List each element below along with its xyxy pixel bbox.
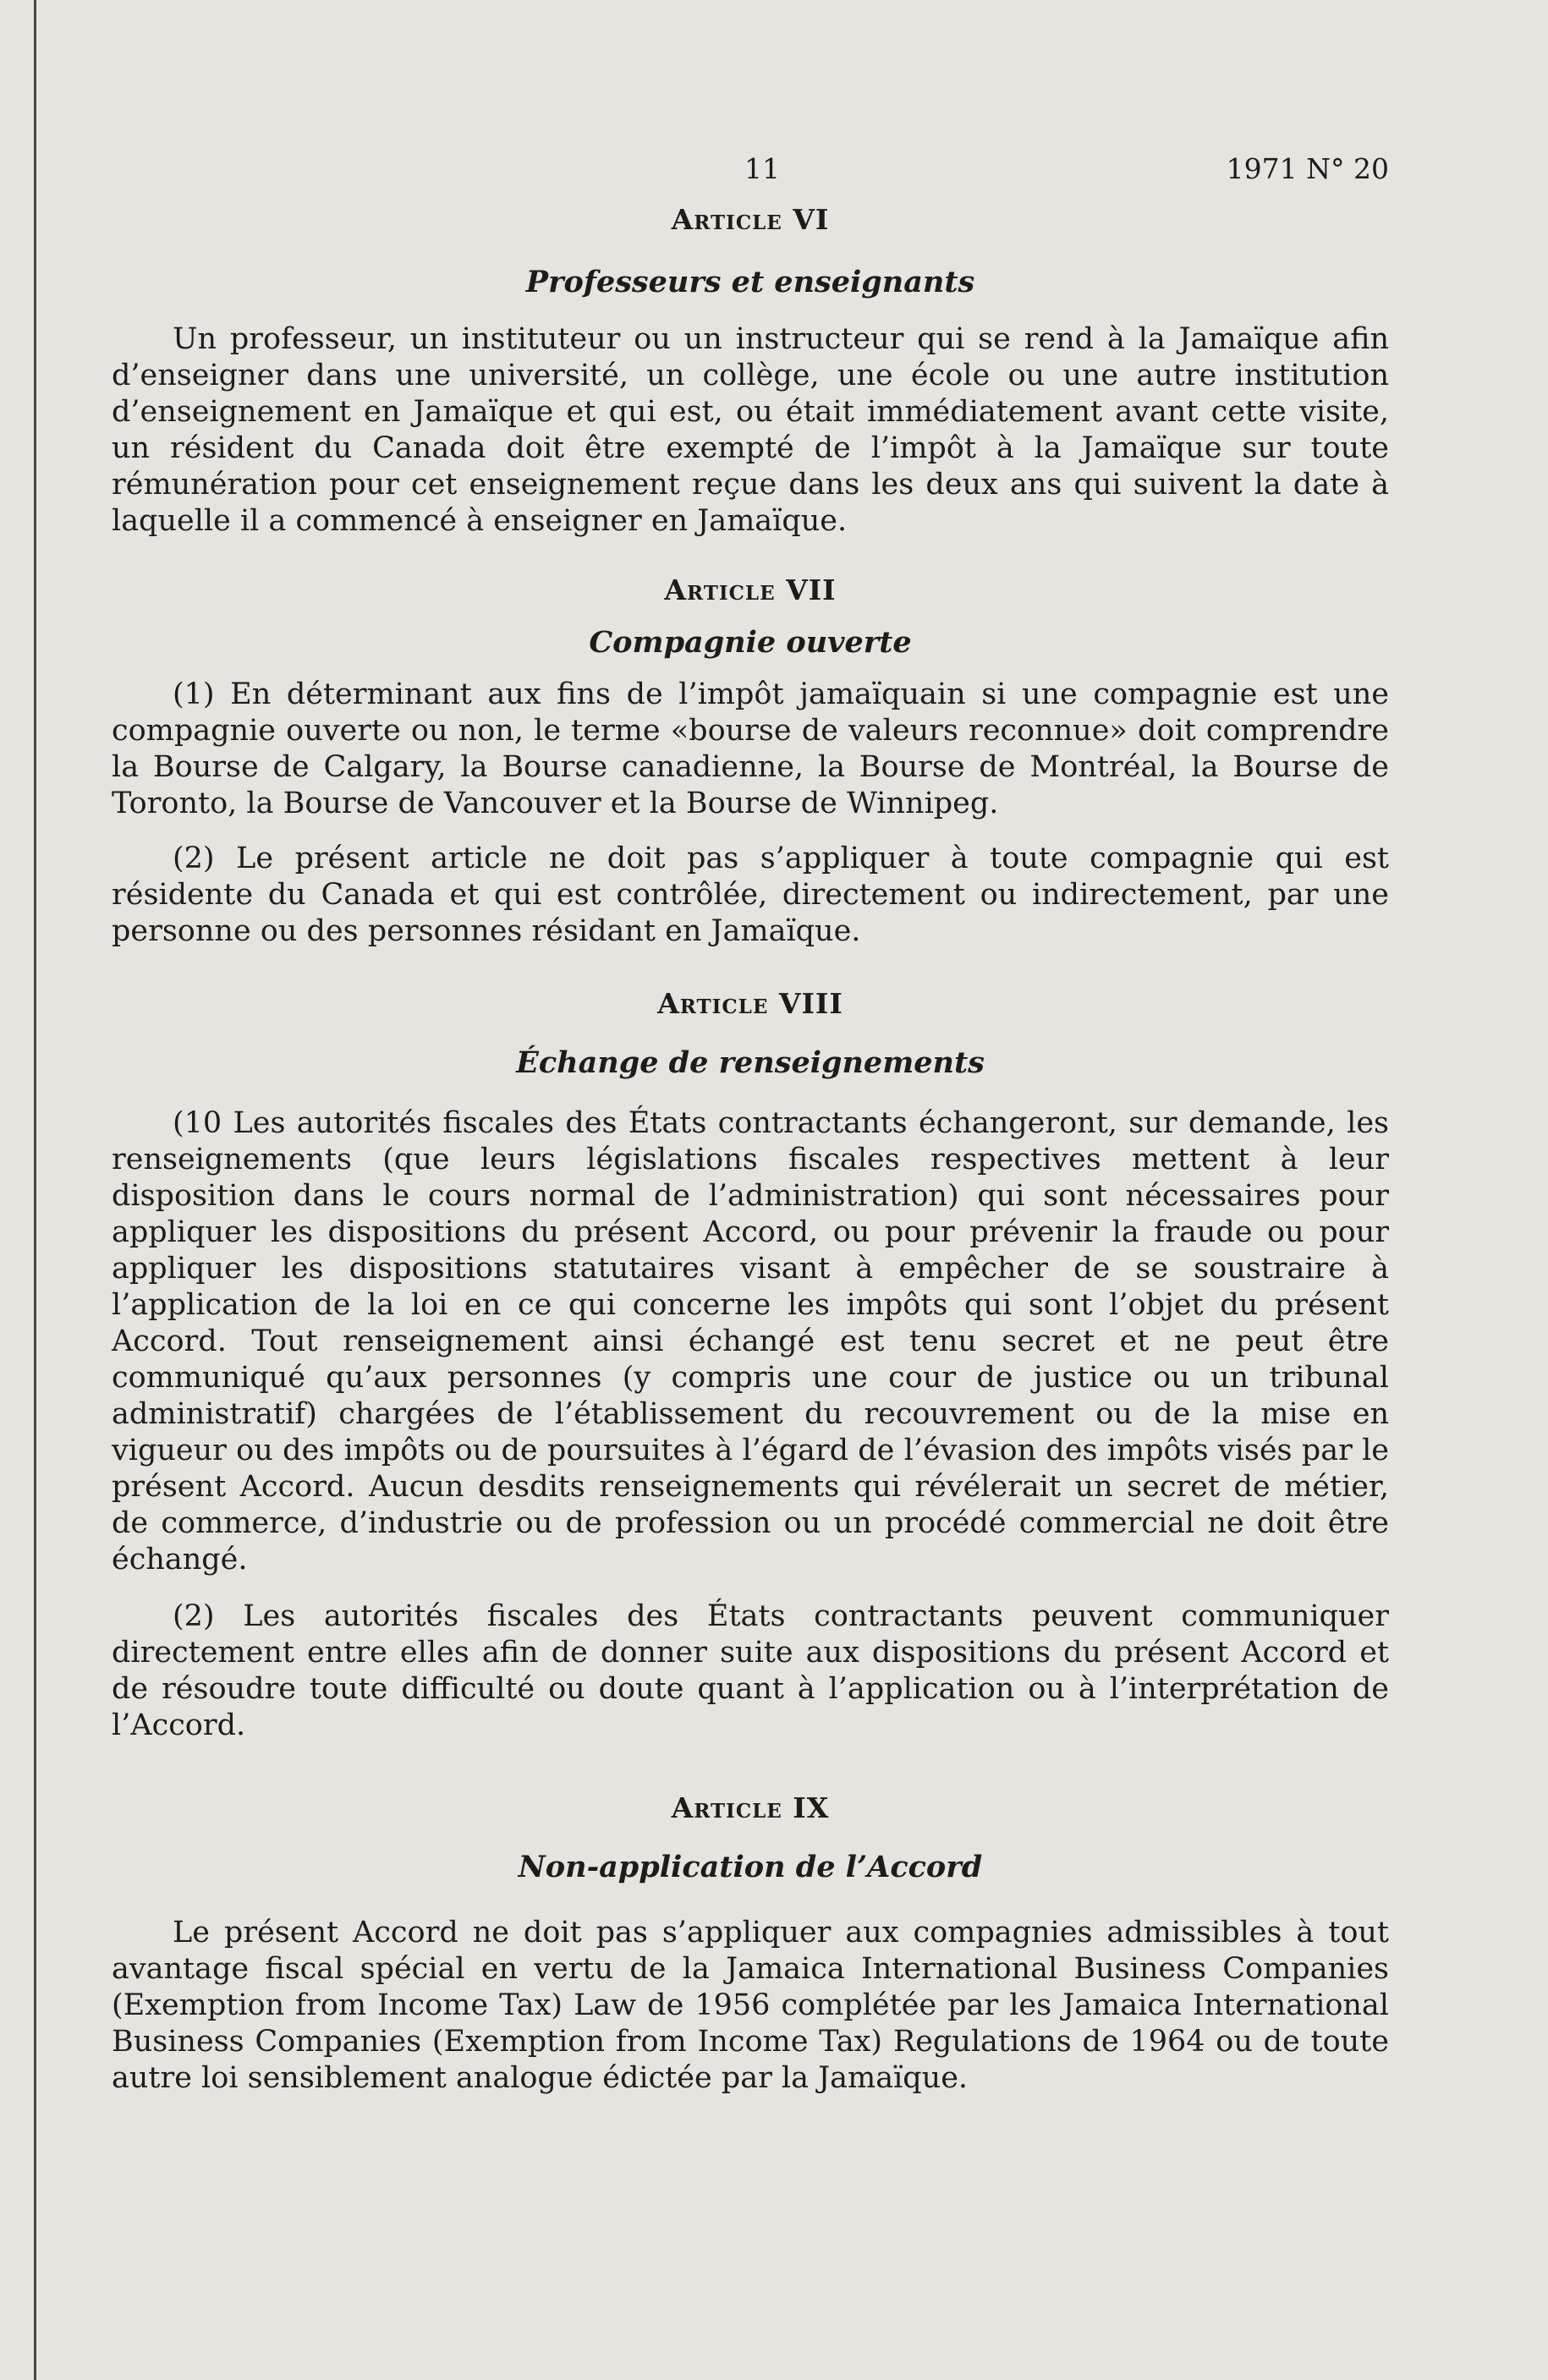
article-subheading: Non-application de l’Accord	[518, 1850, 983, 1884]
page-number: 11	[744, 152, 780, 185]
article-paragraph: Le présent Accord ne doit pas s’appliquer aux compagnies admissibles à tout avantage fiscal spécial en vertu de la Jamaica International Business Companies (Exemption from Income Tax) Law de 1956 complétée par les Jamaica International Business Companies (Exemption from Income Tax) Regulations de 1964 ou de toute autre loi sensiblement analogue édictée par la Jamaïque.	[112, 1916, 1389, 2095]
article-paragraph: (2) Le présent article ne doit pas s’appliquer à toute compagnie qui est résidente du Canada et qui est contrôlée, directement ou indirectement, par une personne ou des personnes résidant en Jamaïque.	[112, 842, 1389, 948]
article-subheading: Compagnie ouverte	[589, 625, 912, 660]
page-binding-edge	[34, 0, 36, 2380]
article-heading: Article VI	[671, 203, 830, 236]
statute-reference: 1971 N° 20	[1226, 152, 1389, 185]
article-heading: Article VIII	[657, 987, 843, 1020]
article-heading: Article IX	[671, 1791, 830, 1824]
document-page	[112, 152, 1389, 2097]
article-paragraph: (1) En déterminant aux fins de l’impôt jamaïquain si une compagnie est une compagnie ouverte ou non, le terme «bourse de valeurs reconnue» doit comprendre la Bourse de Calgary, la Bourse canadienne, la Bourse de Montréal, la Bourse de Toronto, la Bourse de Vancouver et la Bourse de Winnipeg.	[112, 677, 1389, 820]
page-header	[112, 152, 1389, 203]
article-paragraph: (10 Les autorités fiscales des États contractants échangeront, sur demande, les renseignements (que leurs législations fiscales respectives mettent à leur disposition dans le cours normal de l’administration) qui sont nécessaires pour appliquer les dispositions du présent Accord, ou pour prévenir la fraude ou pour appliquer les dispositions statutaires visant à empêcher de se soustraire à l’application de la loi en ce qui concerne les impôts qui sont l’objet du présent Accord. Tout renseignement ainsi échangé est tenu secret et ne peut être communiqué qu’aux personnes (y compris une cour de justice ou un tribunal administratif) chargées de l’établissement du recouvrement ou de la mise en vigueur ou des impôts ou de poursuites à l’égard de l’évasion des impôts visés par le présent Accord. Aucun desdits renseignements qui révélerait un secret de métier, de commerce, d’industrie ou de profession ou un procédé commercial ne doit être échangé.	[112, 1106, 1389, 1577]
article-vii	[112, 573, 1389, 950]
article-paragraph: Un professeur, un instituteur ou un instructeur qui se rend à la Jamaïque afin d’enseigner dans une université, un collège, une école ou une autre institution d’enseignement en Jamaïque et qui est, ou était immédiatement avant cette visite, un résident du Canada doit être exempté de l’impôt à la Jamaïque sur toute rémunération pour cet enseignement reçue dans les deux ans qui suivent la date à laquelle il a commencé à enseigner en Jamaïque.	[112, 322, 1389, 538]
article-subheading: Échange de renseignements	[516, 1045, 985, 1080]
article-viii	[112, 987, 1389, 1744]
article-subheading: Professeurs et enseignants	[525, 265, 975, 299]
article-heading: Article VII	[664, 573, 837, 606]
article-vi	[112, 203, 1389, 540]
article-ix	[112, 1791, 1389, 2097]
article-paragraph: (2) Les autorités fiscales des États contractants peuvent communiquer directement entre elles afin de donner suite aux dispositions du présent Accord et de résoudre toute difficulté ou doute quant à l’application ou à l’interprétation de l’Accord.	[112, 1599, 1389, 1742]
